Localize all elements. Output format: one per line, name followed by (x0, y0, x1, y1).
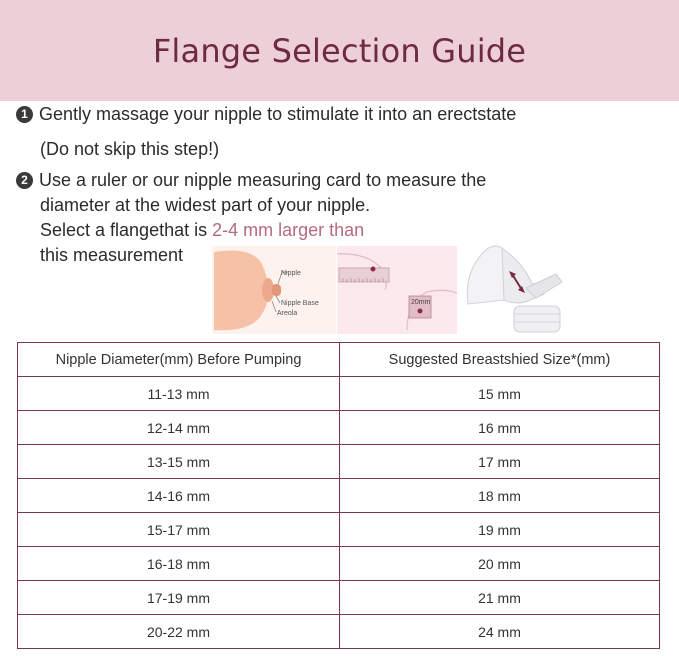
areola-label: Areola (277, 310, 298, 317)
table-row (18, 513, 660, 547)
flange-cone (467, 246, 504, 304)
nipple-diagram-illustration (212, 244, 336, 336)
nipple-diameter-cell: 11-13 mm (18, 377, 340, 411)
flange-size-table (17, 342, 660, 649)
breastshield-size-cell: 16 mm (340, 411, 660, 445)
nipple-diameter-cell: 15-17 mm (18, 513, 340, 547)
breastshield-size-cell: 19 mm (340, 513, 660, 547)
measuring-card-illustration (337, 244, 457, 336)
breastshield-size-cell: 17 mm (340, 445, 660, 479)
step-1-note: (Do not skip this step!) (40, 139, 220, 159)
table-row (18, 445, 660, 479)
size-card-nipple (418, 309, 423, 314)
step-2 (16, 168, 486, 193)
step-1 (16, 102, 516, 127)
ruler-card (339, 268, 389, 282)
step-1-text: Gently massage your nipple to stimulate it into an erectstate (39, 104, 517, 124)
breastshield-size-cell: 18 mm (340, 479, 660, 513)
card-size-label: 20mm (411, 299, 431, 306)
nipple-diameter-cell: 16-18 mm (18, 547, 340, 581)
nipple-diameter-cell: 12-14 mm (18, 411, 340, 445)
table-row (18, 615, 660, 649)
step-1-number-icon: 1 (16, 106, 33, 123)
table-row (18, 547, 660, 581)
nipple-diameter-cell: 20-22 mm (18, 615, 340, 649)
breastshield-size-cell: 24 mm (340, 615, 660, 649)
breastshield-size-cell: 21 mm (340, 581, 660, 615)
step-2-line-2: diameter at the widest part of your nipple. (40, 195, 371, 215)
bottle-base (514, 306, 560, 332)
nipple-base-label: Nipple Base (281, 300, 319, 307)
nipple-diameter-cell: 14-16 mm (18, 479, 340, 513)
nipple-label: Nipple (281, 270, 301, 277)
step-2-line-3-text: Select a flangethat is (40, 220, 213, 240)
size-highlight: 2-4 mm larger than (212, 220, 365, 240)
table-row (18, 377, 660, 411)
breastshield-flange-illustration (462, 244, 580, 342)
step-2-line-3 (40, 218, 364, 243)
table-row (18, 411, 660, 445)
step-2-line-1: Use a ruler or our nipple measuring card to measure the (39, 170, 487, 190)
table-header-row (18, 343, 660, 377)
nipple-shape (272, 284, 281, 296)
breastshield-size-cell: 20 mm (340, 547, 660, 581)
header-banner (0, 0, 679, 101)
table-row (18, 479, 660, 513)
nipple-diameter-cell: 13-15 mm (18, 445, 340, 479)
step-2-number-icon: 2 (16, 172, 33, 189)
table-row (18, 581, 660, 615)
column-header-breastshield-size: Suggested Breastshied Size*(mm) (340, 343, 660, 377)
nipple-marker (371, 267, 376, 272)
step-2-line-4: this measurement (40, 245, 184, 265)
nipple-diameter-cell: 17-19 mm (18, 581, 340, 615)
breastshield-size-cell: 15 mm (340, 377, 660, 411)
column-header-nipple-diameter: Nipple Diameter(mm) Before Pumping (18, 343, 340, 377)
page-title: Flange Selection Guide (152, 31, 527, 70)
